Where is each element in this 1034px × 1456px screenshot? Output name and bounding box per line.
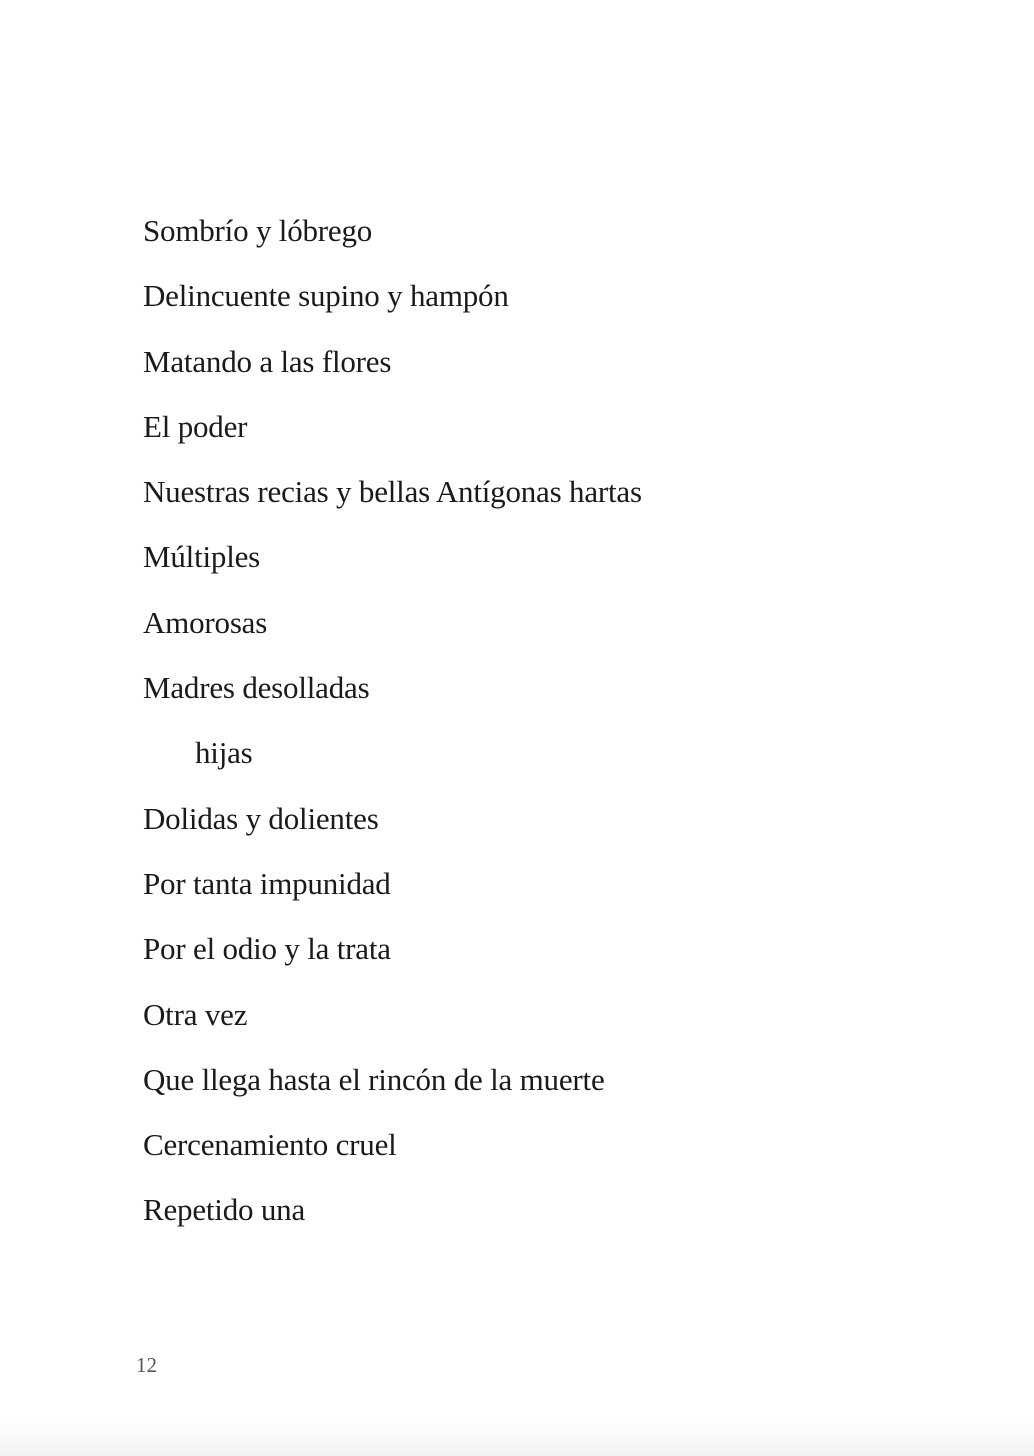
poem-line: Delincuente supino y hampón [143,278,509,314]
poem-line: Nuestras recias y bellas Antígonas hartas [143,474,642,510]
page-number: 12 [136,1353,157,1377]
poem-line-indented: hijas [195,735,253,771]
poem-line: Repetido una [143,1192,306,1228]
poem-line: Matando a las flores [143,343,392,379]
poem-line: Que llega hasta el rincón de la muerte [143,1061,605,1097]
poem-line: Por tanta impunidad [143,865,391,901]
poem-line: Amorosas [143,604,268,640]
poem-line: Madres desolladas [143,670,370,706]
page-bottom-shadow [0,1420,1034,1456]
poem-line: Sombrío y lóbrego [143,213,373,248]
poem-line: Dolidas y dolientes [143,800,379,836]
poem-line: Múltiples [143,539,261,575]
poem-line: Cercenamiento cruel [143,1127,397,1163]
poem-body [143,198,642,1243]
poem-line: Por el odio y la trata [143,931,391,967]
poem-line: Otra vez [143,996,248,1032]
poem-line: El poder [143,408,248,444]
